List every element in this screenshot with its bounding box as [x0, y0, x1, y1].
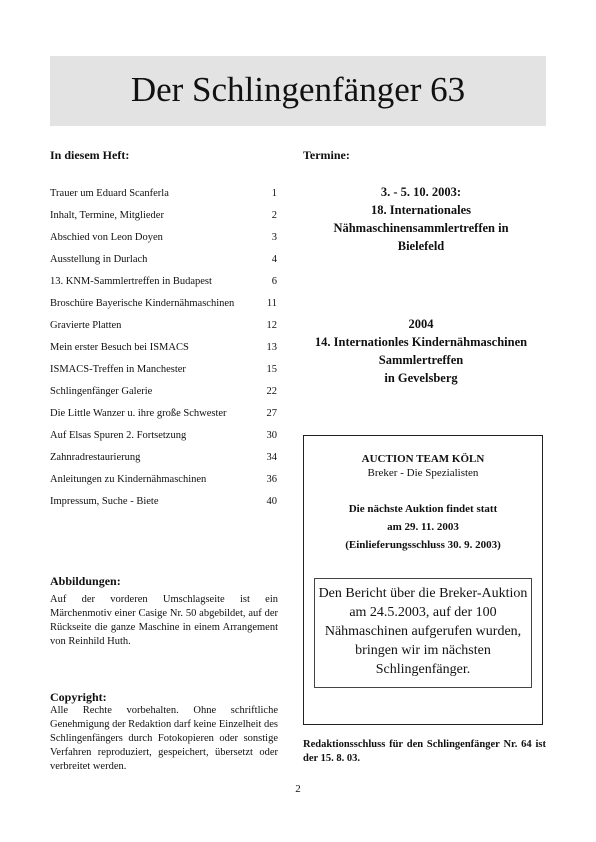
toc-item-title: Trauer um Eduard Scanferla	[50, 188, 169, 199]
toc-item	[50, 231, 277, 253]
toc-item	[50, 319, 277, 341]
toc-item-page: 13	[266, 342, 277, 353]
toc-item-page: 3	[271, 232, 277, 243]
toc-item-title: Anleitungen zu Kindernähmaschinen	[50, 474, 207, 485]
toc-item-title: Broschüre Bayerische Kindernähmaschinen	[50, 298, 235, 309]
toc-item-title: ISMACS-Treffen in Manchester	[50, 364, 186, 375]
event-title-line: 18. Internationales	[371, 203, 471, 217]
toc-item	[50, 451, 277, 473]
toc-heading: In diesem Heft:	[50, 148, 130, 162]
auction-tagline: Breker - Die Spezialisten	[367, 467, 479, 479]
page-title: Der Schlingenfänger 63	[130, 70, 466, 109]
toc-item	[50, 187, 277, 209]
toc-item	[50, 341, 277, 363]
toc-item	[50, 253, 277, 275]
toc-item-title: Zahnradrestaurierung	[50, 452, 141, 463]
toc-item	[50, 275, 277, 297]
event-gevelsberg	[296, 315, 546, 387]
auction-notice-text: Den Bericht über die Breker-Auktion am 24.5.2003, auf der 100 Nähmaschinen aufgerufen wurden, bringen wir im nächsten Schlingenfänger.	[318, 586, 528, 677]
auction-box	[303, 435, 543, 725]
copyright-text: Alle Rechte vorbehalten. Ohne schriftliche Genehmigung der Redaktion darf keine Einzelheit des Schlingenfängers durch Fotokopieren oder sonstige Verfahren reproduziert, gespeichert, übersetzt oder verbreitet werden.	[50, 705, 279, 772]
toc-item	[50, 429, 277, 451]
dates-heading: Termine:	[303, 148, 350, 162]
toc-item-title: Schlingenfänger Galerie	[50, 386, 153, 397]
event-title-line: Sammlertreffen	[378, 353, 464, 367]
event-date: 2004	[408, 317, 434, 331]
illustrations-text: Auf der vorderen Umschlagseite ist ein Märchenmotiv einer Casige Nr. 50 abgebildet, auf der Rückseite die ganze Maschine in einem Arrangement von Reinhild Huth.	[50, 594, 278, 647]
toc-item-title: Die Little Wanzer u. ihre große Schwester	[50, 408, 227, 419]
toc-item-title: Abschied von Leon Doyen	[50, 232, 163, 243]
auction-notice-box	[314, 578, 532, 688]
toc-item	[50, 407, 277, 429]
editorial-deadline: Redaktionsschluss für den Schlingenfänger Nr. 64 ist der 15. 8. 03.	[303, 739, 546, 764]
auction-line: Die nächste Auktion findet statt	[348, 503, 498, 515]
toc-item-page: 34	[266, 452, 277, 463]
toc-item	[50, 363, 277, 385]
table-of-contents	[50, 187, 277, 517]
toc-item-page: 30	[266, 430, 277, 441]
toc-item-page: 2	[271, 210, 277, 221]
toc-item	[50, 473, 277, 495]
page-number: 2	[295, 783, 301, 795]
toc-item-title: Ausstellung in Durlach	[50, 254, 148, 265]
toc-item-page: 6	[271, 276, 277, 287]
toc-item-page: 1	[271, 188, 277, 199]
auction-consignment-deadline: (Einlieferungsschluss 30. 9. 2003)	[345, 539, 501, 551]
copyright-heading: Copyright:	[50, 690, 107, 704]
toc-item	[50, 385, 277, 407]
auction-name: AUCTION TEAM KÖLN	[361, 453, 485, 465]
auction-dates	[304, 500, 542, 554]
event-title-line: 14. Internationles Kindernähmaschinen	[314, 335, 528, 349]
toc-item	[50, 297, 277, 319]
toc-item-title: Gravierte Platten	[50, 320, 122, 331]
illustrations-heading: Abbildungen:	[50, 574, 121, 588]
toc-item-title: Impressum, Suche - Biete	[50, 496, 159, 507]
toc-item	[50, 495, 277, 517]
title-banner	[50, 56, 546, 126]
toc-item-page: 40	[266, 496, 277, 507]
event-date: 3. - 5. 10. 2003:	[380, 185, 462, 199]
toc-item-page: 4	[271, 254, 277, 265]
toc-item-page: 11	[266, 298, 277, 309]
event-location: in Gevelsberg	[384, 371, 458, 385]
toc-item-title: 13. KNM-Sammlertreffen in Budapest	[50, 276, 212, 287]
event-location: Bielefeld	[397, 239, 445, 253]
event-bielefeld	[296, 183, 546, 255]
toc-item-page: 22	[266, 386, 277, 397]
toc-item-page: 36	[266, 474, 277, 485]
toc-item-page: 27	[266, 408, 277, 419]
toc-item-page: 15	[266, 364, 277, 375]
event-title-line: Nähmaschinensammlertreffen in	[333, 221, 509, 235]
toc-item-page: 12	[266, 320, 277, 331]
toc-item-title: Inhalt, Termine, Mitglieder	[50, 210, 164, 221]
auction-date: am 29. 11. 2003	[387, 521, 459, 533]
toc-item-title: Auf Elsas Spuren 2. Fortsetzung	[50, 430, 187, 441]
toc-item	[50, 209, 277, 231]
toc-item-title: Mein erster Besuch bei ISMACS	[50, 342, 189, 353]
